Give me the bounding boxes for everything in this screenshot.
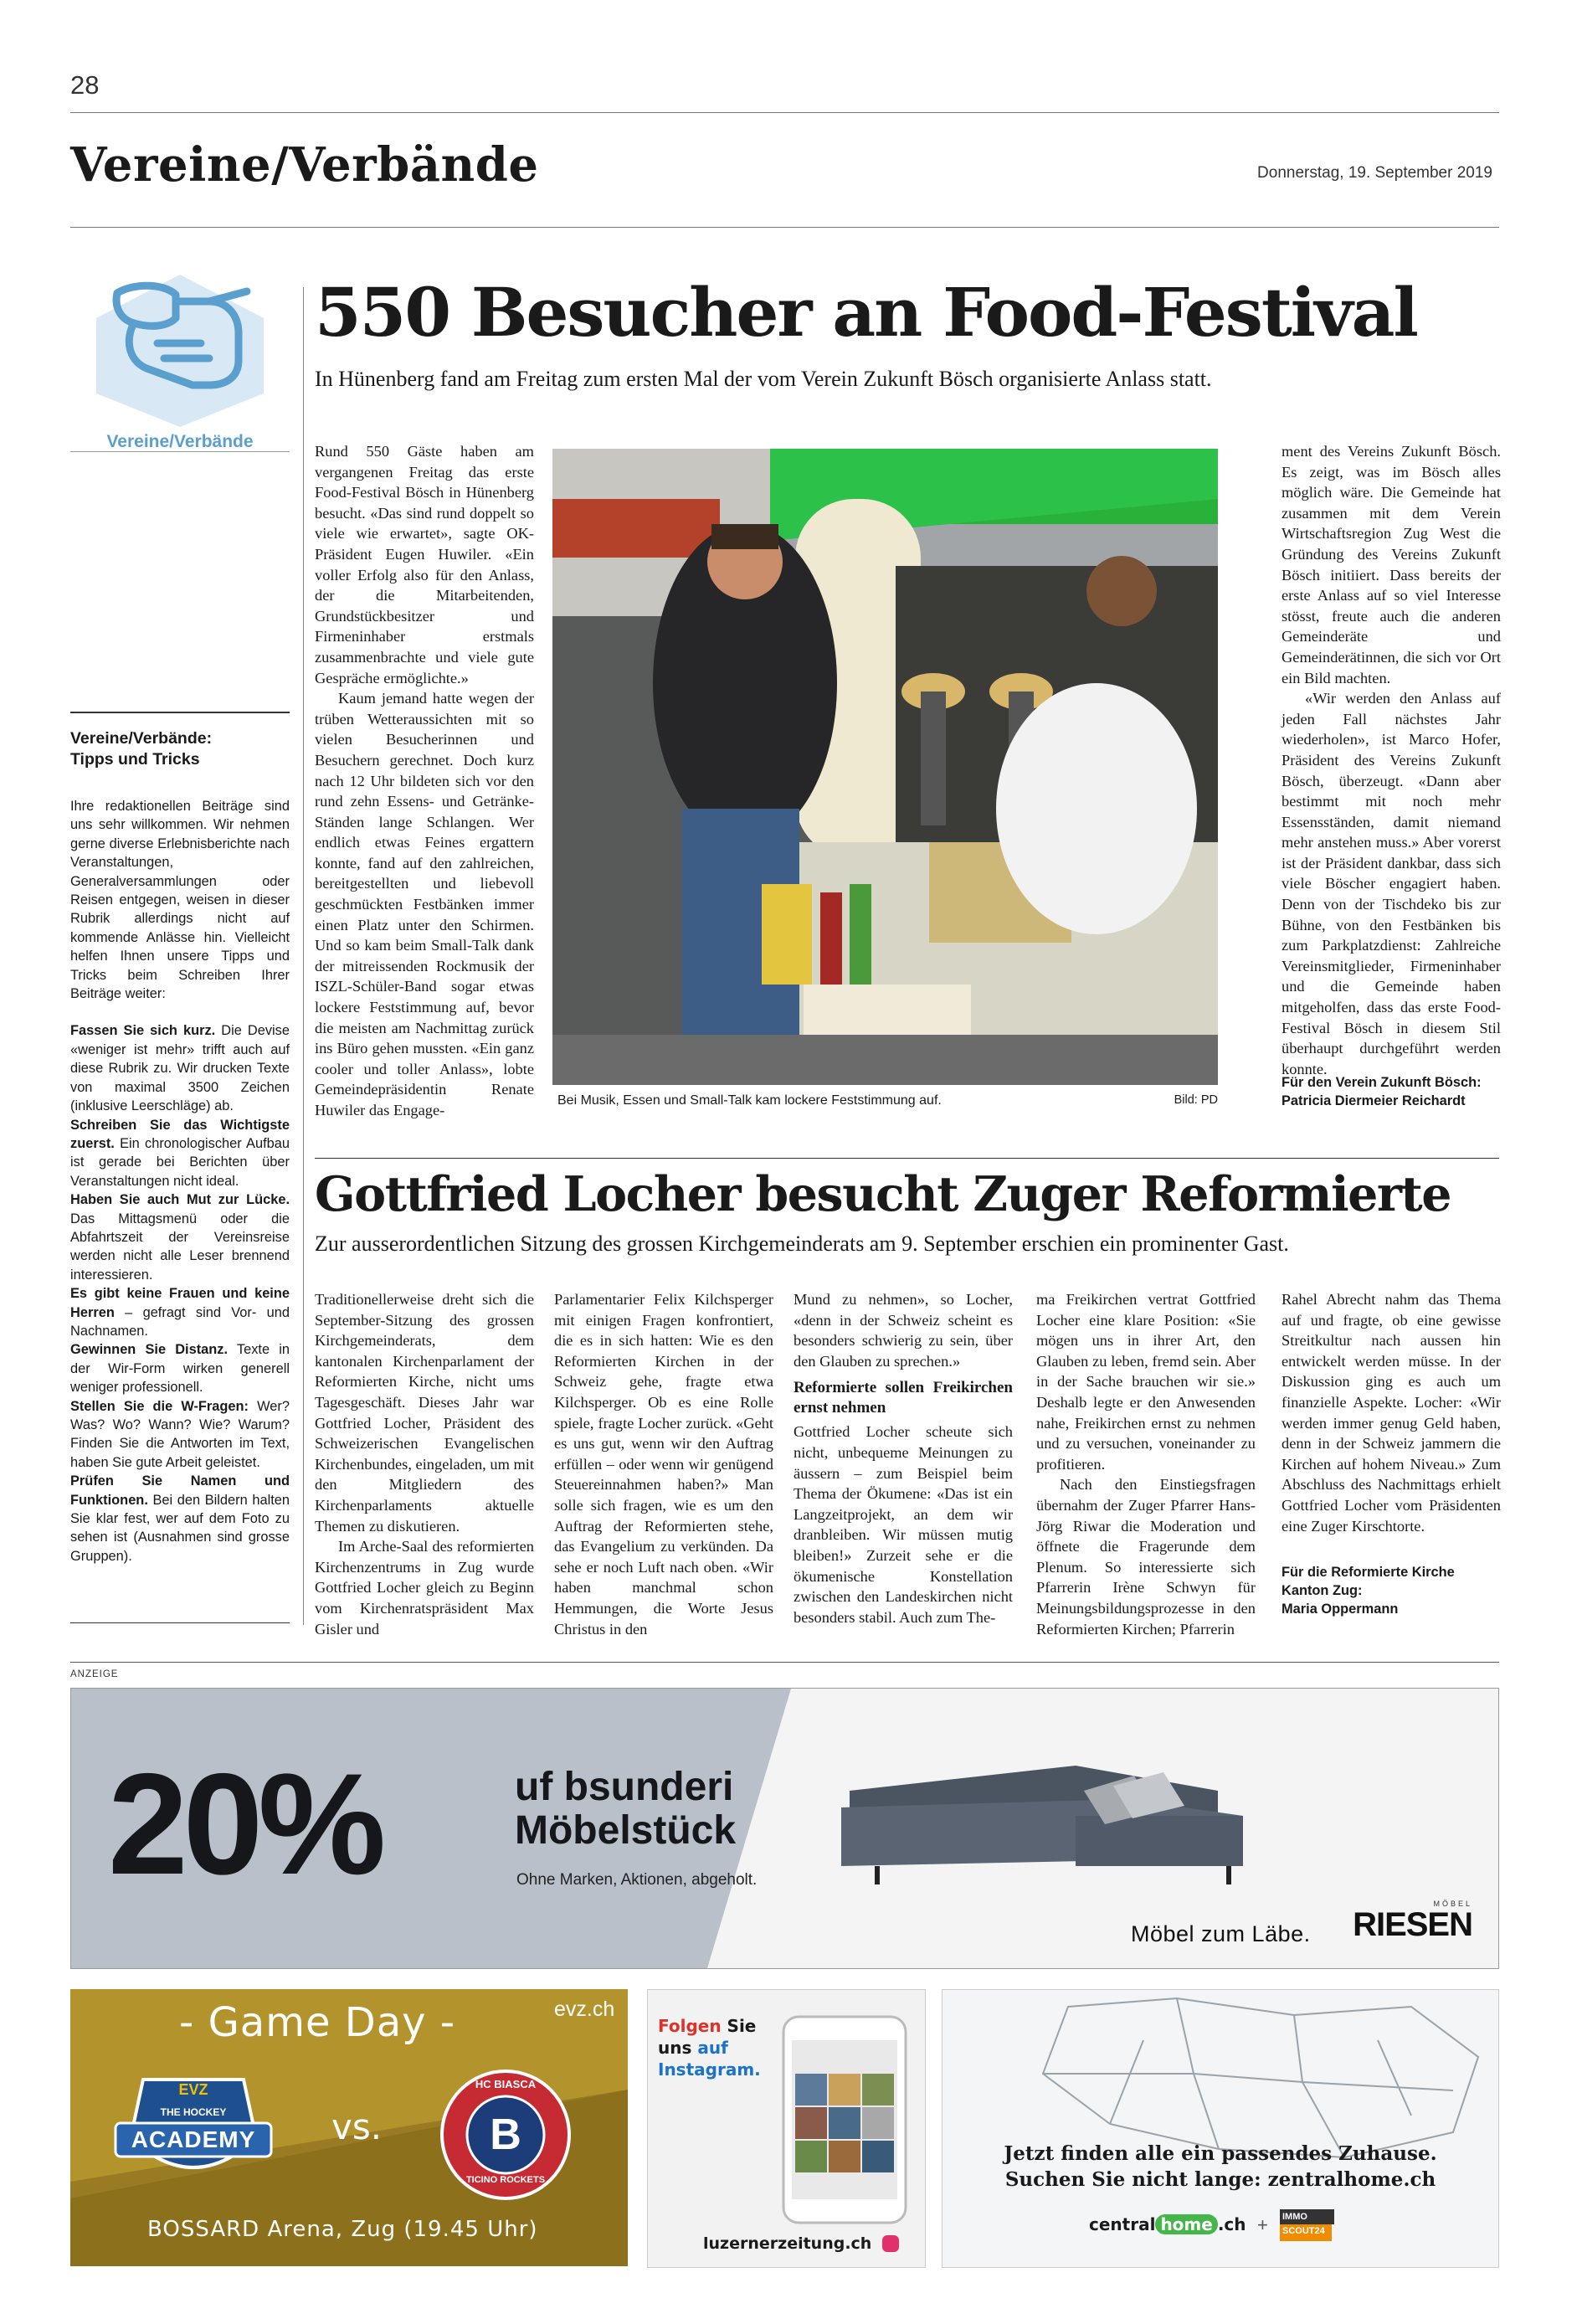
article1-column-1: Rund 550 Gäste haben am vergangenen Freitag das erste Food-Festival Bösch in Hünenberg besucht. «Das sind rund doppelt so viele wie erwartet», sagte OK-Präsident Eugen Huwiler. «Ein voller Erfolg also für den Anlass, der die Mitarbeitenden, Grundstückbesitzer und Firmeninhaber erstmals zusammenbrachte und viele gute Gespräche ermöglichte.» Kaum jemand hatte wegen der trüben Wetteraussichten mit so vielen Besucherinnen und Besuchern gerechnet. Doch kurz nach 12 Uhr bildeten sich vor den rund zehn Essens- und Getränke-Ständen lange Schlangen. Wer endlich etwas Feines ergattern konnte, fand auf den zahlreichen, bereitgestellten und liebevoll geschmückten Festbänken immer einen Platz unter den Schirmen. Und so kam beim Small-Talk dank der mitreissenden Rockmusik der ISZL-Schüler-Band sogar etwas lockere Feststimmung auf, bevor die meisten am Nachmittag zurück ins Büro gehen mussten. «Ein ganz cooler und toller Anlass», lobte Gemeindepräsidentin Renate Huwiler das Engage- xyxy=(315,443,534,1118)
section-title: Vereine/Verbände xyxy=(70,137,539,193)
sidebar-tip: Fassen Sie sich kurz. Die Devise «weniger ist mehr» trifft auch auf diese Rubrik zu. Wir drucken Texte von maximal 3500 Zeichen (inklusive Leerschläge) ab. xyxy=(70,1023,290,1114)
ad-riesen-subline: Ohne Marken, Aktionen, abgeholt. xyxy=(516,1871,758,1889)
sidebar-title xyxy=(70,728,290,770)
riesen-logo: MÖBEL RIESEN xyxy=(1353,1900,1472,1943)
sidebar-body xyxy=(70,797,290,1609)
sofa-image xyxy=(824,1732,1260,1891)
zentralhome-text: Jetzt finden alle ein passendes Zuhause. Suchen Sie nicht lange: zentralhome.ch xyxy=(1004,2142,1437,2191)
article2-column-4: ma Freikirchen vertrat Gottfried Locher eine klare Position: «Sie mögen uns in ihrer Art, den Glauben zu leben, fremd sein. Aber in der Sache brauchen wir sie.» Deshalb legte er den Anwesenden nahe, Freikirchen ernst zu nehmen und zu versuchen, voneinander zu profitieren. Nach den Einstiegsfragen übernahm der Zuger Pfarrer Hans-Jörg Riwar die Moderation und öffnete die Fragerunde dem Plenum. So interessierte sich Pfarrerin Irène Schwyn für Meinungsbildungsprozesse in den Reformierten Kirchen; Pfarrerin xyxy=(1036,1291,1256,1638)
article2-subhead: Reformierte sollen Freikirchen ernst nehmen xyxy=(794,1379,1013,1417)
immoscout-logo: IMMO SCOUT24 xyxy=(1280,2209,1332,2241)
smartphone-icon xyxy=(782,2015,907,2224)
article2-column-3: Mund zu nehmen», so Locher, «denn in der Schweiz scheint es besonders schwierig zu sein, über den Glauben zu sprechen.» Reformierte sollen Freikirchen ernst nehmen Gottfried Locher scheute sich nicht, unbequeme Meinungen zu äussern – zum Beispiel beim Thema der Ökumene: «Das ist ein Langzeitprojekt, an dem wir dranbleiben. Wir müssen mutig bleiben!» Zurzeit sehe er die ökumenische Konstellation zwischen den Landeskirchen nicht besonders stabil. Auch zum The- xyxy=(794,1291,1013,1626)
issue-date: Donnerstag, 19. September 2019 xyxy=(1257,164,1492,182)
festival-photo xyxy=(552,449,1218,1085)
instagram-text: Folgen Sie uns auf Instagram. xyxy=(658,2016,761,2080)
sidebar-tip: Schreiben Sie das Wichtigste zuerst. Ein chronologischer Aufbau ist gerade bei Berichten über Veranstaltungen nicht ideal. xyxy=(70,1117,290,1189)
header-top-rule xyxy=(70,112,1499,113)
sidebar-tip: Stellen Sie die W-Fragen: Wer? Was? Wo? Wann? Wie? Warum? Finden Sie die Antworten im Text, haben Sie gute Arbeit geleistet. xyxy=(70,1398,290,1470)
ad-top-rule xyxy=(70,1662,1499,1663)
evz-academy-logo: EVZ THE HOCKEY ACADEMY xyxy=(114,2071,273,2197)
article1-headline: 550 Besucher an Food-Festival xyxy=(315,273,1417,352)
gameday-title: - Game Day - xyxy=(179,1999,456,2046)
ad-riesen-percent: 20% xyxy=(108,1744,382,1905)
sidebar-divider xyxy=(303,287,304,1625)
sidebar-bottom-rule xyxy=(70,1622,290,1623)
article1-photo xyxy=(552,449,1218,1085)
article-divider xyxy=(315,1158,1499,1159)
sidebar-tip: Es gibt keine Frauen und keine Herren – gefragt sind Vor- und Nachnamen. xyxy=(70,1286,290,1339)
article1-lead: In Hünenberg fand am Freitag zum ersten Mal der vom Verein Zukunft Bösch organisierte Anlass statt. xyxy=(315,367,1212,391)
article2-signature: Für die Reformierte Kirche Kanton Zug: Maria Oppermann xyxy=(1282,1565,1455,1617)
ad-riesen-slogan: Möbel zum Läbe. xyxy=(1131,1921,1311,1946)
ad-riesen[interactable] xyxy=(70,1688,1499,1969)
article2-headline: Gottfried Locher besucht Zuger Reformierte xyxy=(315,1166,1451,1222)
header-bottom-rule xyxy=(70,227,1499,228)
sidebar-title-line1: Vereine/Verbände: xyxy=(70,729,213,748)
biasca-logo: HC BIASCA B TICINO ROCKETS xyxy=(439,2068,573,2202)
ad-zentralhome[interactable] xyxy=(942,1989,1499,2268)
ad-instagram[interactable] xyxy=(647,1989,926,2268)
sidebar-tip: Haben Sie auch Mut zur Lücke. Das Mittagsmenü oder die Abfahrtszeit der Vereinsreise werden nicht alle Leser brennend interessieren. xyxy=(70,1192,290,1283)
article1-signature: Für den Verein Zukunft Bösch: Patricia Diermeier Reichardt xyxy=(1282,1075,1482,1108)
sidebar-tips xyxy=(70,1021,290,1566)
article2-lead: Zur ausserordentlichen Sitzung des grossen Kirchgemeinderats am 9. September erschien ein prominenter Gast. xyxy=(315,1231,1289,1256)
gameday-site: evz.ch xyxy=(554,1998,615,2021)
ad-label: ANZEIGE xyxy=(70,1669,119,1679)
page-number: 28 xyxy=(70,70,100,100)
logo-rule xyxy=(70,451,290,452)
ad-gameday[interactable] xyxy=(70,1989,628,2266)
sidebar-intro: Ihre redaktionellen Beiträge sind uns sehr willkommen. Wir nehmen gerne diverse Erlebnisberichte nach Veranstaltungen, Generalversammlungen oder Reisen entgegen, weisen in dieser Rubrik allerdings nicht auf kommende Anlässe hin. Vielleicht helfen Ihnen unsere Tipps und Tricks beim Schreiben Ihrer Beiträge weiter: xyxy=(70,799,290,1002)
sidebar-tip: Gewinnen Sie Distanz. Texte in der Wir-Form wirken generell weniger professionell. xyxy=(70,1342,290,1396)
instagram-icon xyxy=(882,2235,899,2252)
sidebar-top-rule xyxy=(70,712,290,713)
article2-column-2: Parlamentarier Felix Kilchsperger mit einigen Fragen konfrontiert, die es in sich hatten: Wie es den Reformierten Kirchen in der Schweiz gehe, fragte etwa Kilchsperger. Ob es eine Rolle spiele, fragte Locher zurück. «Geht es uns gut, wenn wir den Auftrag erfüllen – oder wenn wir genügend Steuereinnahmen haben?» Man solle sich fragen, wie es um den Auftrag der Reformierten stehe, das Evangelium zu verkünden. Da sehe er noch Luft nach oben. «Wir haben manchmal schon Hemmungen, die Worte Jesus Christus in den xyxy=(554,1291,773,1638)
sidebar-tip: Prüfen Sie Namen und Funktionen. Bei den Bildern halten Sie klar fest, wer auf dem Foto zu sehen ist (Ausnahmen sind grosse Gruppen). xyxy=(70,1473,290,1564)
article1-column-2: ment des Vereins Zukunft Bösch. Es zeigt, was im Bösch alles möglich wäre. Die Gemeinde hat zusammen mit dem Verein Wirtschaftsregion Zug West die Gründung des Vereins Zukunft Bösch initiiert. Dass bereits der erste Anlass auf so viel Interesse stösst, freute auch die anderen Gemeinderäte und Gemeinderätinnen, die sich vor Ort ein Bild machten. «Wir werden den Anlass auf jeden Fall nächstes Jahr wiederholen», ist Marco Hofer, Präsident des Vereins Zukunft Bösch, überzeugt. «Dann aber bestimmt mit noch mehr Essensständen, damit niemand mehr anstehen muss.» Aber vorerst ist der Präsident dankbar, dass sich viele Böscher engagiert haben. Denn von der Tischdeko bis zur Bühne, von den Festbänken bis zum Parkplatzdienst: Zahlreiche Vereinsmitglieder, Firmeninhaber und die Gemeinde haben mitgeholfen, dass das erste Food-Festival Bösch in diesem Stil überhaupt durchgeführt werden konnte. xyxy=(1282,443,1501,1077)
zentralhome-logo: central home .ch xyxy=(1089,2214,1246,2234)
article2-column-5: Rahel Abrecht nahm das Thema auf und fragte, ob eine gewisse Streitkultur nach aussen hin entwickelt werden müsse. In der Diskussion ging es auch um finanzielle Aspekte. Locher: «Wir werden immer genug Geld haben, denn in der Schweiz jammern die Kirchen auf hohem Niveau.» Zum Abschluss des Nachmittags erhielt Gottfried Locher vom Präsidenten eine Zuger Kirschtorte. xyxy=(1282,1291,1501,1535)
article2-column-1: Traditionellerweise dreht sich die September-Sitzung des grossen Kirchgemeinderats, dem kantonalen Kirchenparlament der Reformierten Kirche, nicht ums Tagesgeschäft. Dieses Jahr war Gottfried Locher, Präsident des Schweizerischen Evangelischen Kirchenbundes, eingeladen, um mit den Mitgliedern des Kirchenparlaments aktuelle Themen zu diskutieren. Im Arche-Saal des reformierten Kirchenzentrums in Zug wurde Gottfried Locher gleich zu Beginn vom Kirchenratspräsident Max Gisler und xyxy=(315,1291,534,1638)
gameday-venue: BOSSARD Arena, Zug (19.45 Uhr) xyxy=(147,2217,538,2242)
handshake-icon xyxy=(84,268,276,427)
section-logo xyxy=(84,268,276,460)
gameday-vs: vs. xyxy=(331,2106,383,2147)
photo-credit: Bild: PD xyxy=(1174,1093,1218,1107)
instagram-site: luzernerzeitung.ch xyxy=(703,2234,899,2253)
photo-caption: Bei Musik, Essen und Small-Talk kam lockere Feststimmung auf. xyxy=(557,1093,942,1108)
ad-riesen-headline: uf bsunderi Möbelstück xyxy=(515,1765,737,1853)
zentralhome-plus: + xyxy=(1257,2214,1268,2235)
logo-label: Vereine/Verbände xyxy=(106,432,254,451)
sidebar-title-line2: Tipps und Tricks xyxy=(70,750,200,769)
